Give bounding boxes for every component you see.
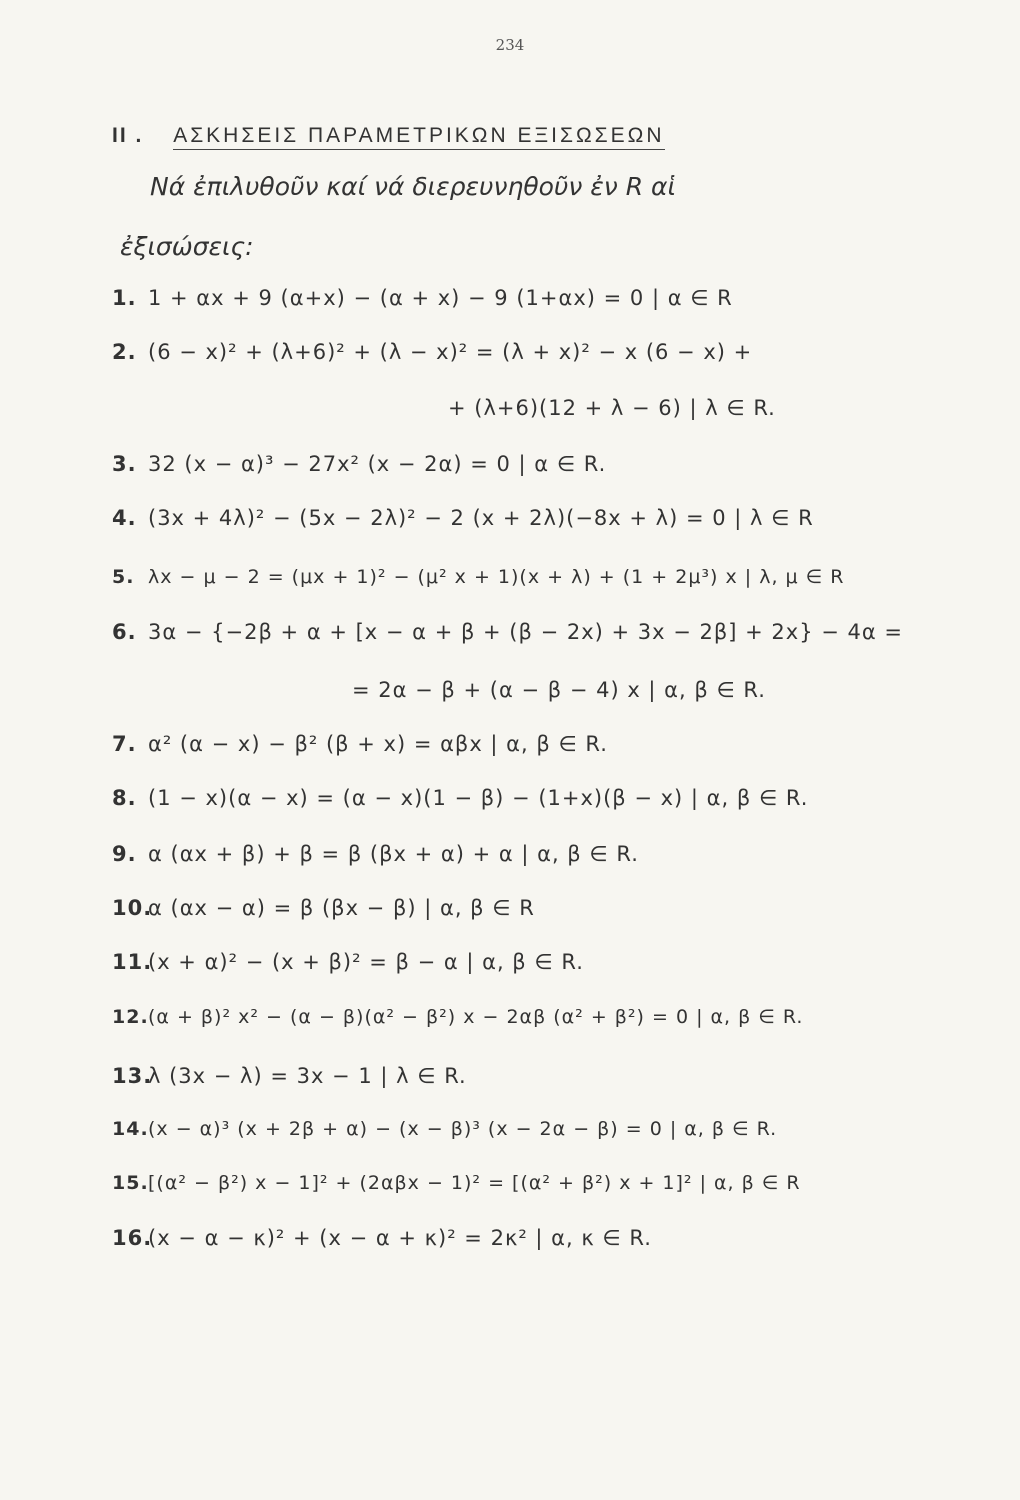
exercise-10 (112, 896, 535, 920)
exercise-4 (112, 506, 814, 530)
exercise-equation: α (αx − α) = β (βx − β) | α, β ∈ R (148, 896, 535, 920)
exercise-number: 3. (112, 452, 137, 476)
exercise-9 (112, 842, 639, 866)
exercise-equation: (1 − x)(α − x) = (α − x)(1 − β) − (1+x)(β − x) | α, β ∈ R. (148, 786, 809, 810)
exercise-1 (112, 286, 733, 310)
exercise-equation: λx − μ − 2 = (μx + 1)² − (μ² x + 1)(x + λ) + (1 + 2μ³) x | λ, μ ∈ R (148, 566, 845, 588)
exercise-equation: (x − α − κ)² + (x − α + κ)² = 2κ² | α, κ ∈ R. (148, 1226, 652, 1250)
exercise-number: 2. (112, 340, 137, 364)
exercise-number: 12. (112, 1006, 149, 1028)
page-number: 234 (495, 36, 525, 54)
exercise-number: 5. (112, 566, 135, 588)
exercise-number: 4. (112, 506, 137, 530)
exercise-number: 10. (112, 896, 153, 920)
exercise-16 (112, 1226, 652, 1250)
exercise-12 (112, 1006, 803, 1028)
exercise-number: 14. (112, 1118, 149, 1140)
exercise-number: 1. (112, 286, 137, 310)
exercise-number: 7. (112, 732, 137, 756)
exercise-8 (112, 786, 808, 810)
exercise-number: 13. (112, 1064, 153, 1088)
exercise-6-continuation: = 2α − β + (α − β − 4) x | α, β ∈ R. (352, 678, 766, 702)
exercise-equation: (x + α)² − (x + β)² = β − α | α, β ∈ R. (148, 950, 584, 974)
exercise-5 (112, 566, 844, 588)
exercise-2 (112, 340, 752, 364)
section-title: ΑΣΚΗΣΕΙΣ ΠΑΡΑΜΕΤΡΙΚΩΝ ΕΞΙΣΩΣΕΩΝ (173, 124, 664, 150)
exercise-equation: α (αx + β) + β = β (βx + α) + α | α, β ∈ R. (148, 842, 639, 866)
exercise-equation: (α + β)² x² − (α − β)(α² − β²) x − 2αβ (α² + β²) = 0 | α, β ∈ R. (148, 1006, 804, 1028)
exercise-6 (112, 620, 903, 644)
exercise-equation: 1 + αx + 9 (α+x) − (α + x) − 9 (1+αx) = 0 | α ∈ R (148, 286, 733, 310)
instructions-line-2: ἐξισώσεις: (120, 232, 254, 261)
exercise-7 (112, 732, 608, 756)
exercise-3 (112, 452, 606, 476)
exercise-11 (112, 950, 584, 974)
exercise-number: 9. (112, 842, 137, 866)
section-number: II . (112, 124, 144, 147)
exercise-equation: α² (α − x) − β² (β + x) = αβx | α, β ∈ R. (148, 732, 608, 756)
exercise-13 (112, 1064, 467, 1088)
exercise-equation: λ (3x − λ) = 3x − 1 | λ ∈ R. (148, 1064, 467, 1088)
exercise-equation: 32 (x − α)³ − 27x² (x − 2α) = 0 | α ∈ R. (148, 452, 607, 476)
exercise-2-continuation: + (λ+6)(12 + λ − 6) | λ ∈ R. (448, 396, 776, 420)
exercise-number: 6. (112, 620, 137, 644)
exercise-15 (112, 1172, 801, 1194)
exercise-number: 8. (112, 786, 137, 810)
exercise-number: 15. (112, 1172, 149, 1194)
exercise-equation: 3α − {−2β + α + [x − α + β + (β − 2x) + 3x − 2β] + 2x} − 4α = (148, 620, 903, 644)
instructions-line-1: Νά ἐπιλυθοῦν καί νά διερευνηθοῦν ἐν R αἱ (150, 172, 676, 201)
exercise-number: 16. (112, 1226, 153, 1250)
section-heading (112, 124, 665, 148)
exercise-14 (112, 1118, 777, 1140)
exercise-equation: [(α² − β²) x − 1]² + (2αβx − 1)² = [(α² + β²) x + 1]² | α, β ∈ R (148, 1172, 801, 1194)
exercise-equation: (x − α)³ (x + 2β + α) − (x − β)³ (x − 2α − β) = 0 | α, β ∈ R. (148, 1118, 778, 1140)
exercise-equation: (6 − x)² + (λ+6)² + (λ − x)² = (λ + x)² − x (6 − x) + (148, 340, 753, 364)
exercise-equation: (3x + 4λ)² − (5x − 2λ)² − 2 (x + 2λ)(−8x + λ) = 0 | λ ∈ R (148, 506, 814, 530)
exercise-number: 11. (112, 950, 153, 974)
